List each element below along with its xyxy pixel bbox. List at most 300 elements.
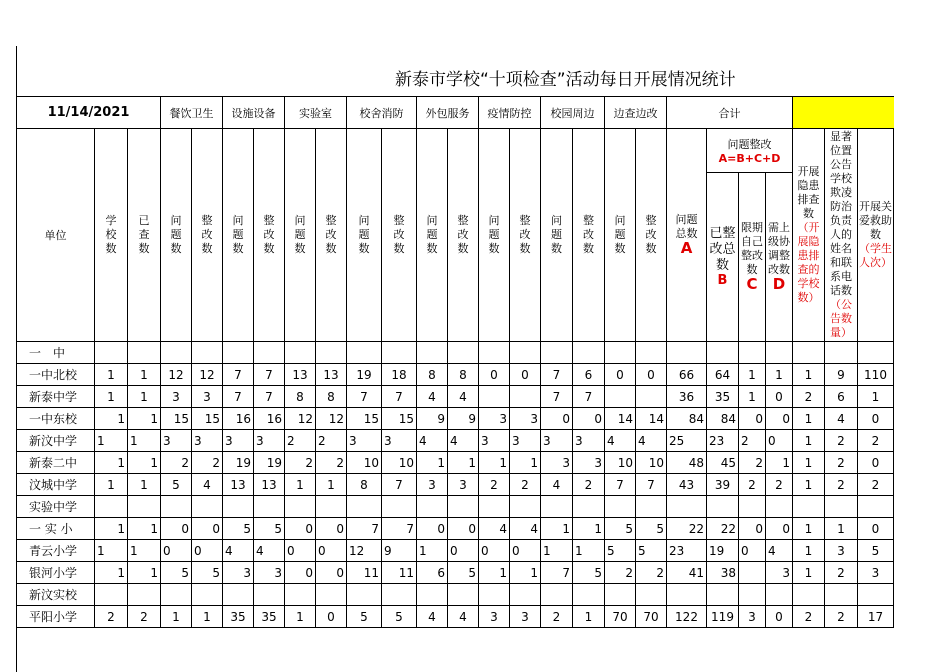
table-cell: 5 — [192, 562, 223, 584]
table-cell: 2 — [479, 474, 510, 496]
table-cell: 4 — [766, 540, 793, 562]
table-cell: 0 — [605, 364, 636, 386]
table-cell: 9 — [825, 364, 858, 386]
table-cell: 5 — [605, 518, 636, 540]
table-cell: 11 — [347, 562, 382, 584]
table-cell: 1 — [793, 518, 825, 540]
table-cell: 2 — [739, 474, 766, 496]
table-cell: 0 — [316, 540, 347, 562]
cat4-rectified-header: 整改数 — [448, 129, 479, 342]
table-cell: 19 — [254, 452, 285, 474]
table-cell: 16 — [254, 408, 285, 430]
table-row — [17, 452, 894, 474]
table-cell — [793, 342, 825, 364]
table-cell: 2 — [766, 474, 793, 496]
table-cell: 1 — [128, 408, 161, 430]
table-cell: 7 — [382, 474, 417, 496]
table-cell: 2 — [285, 452, 316, 474]
table-cell — [254, 342, 285, 364]
hazard-check-header: 开展隐患排查数（开展隐患排查的学校数） — [793, 129, 825, 342]
table-cell: 7 — [254, 364, 285, 386]
table-cell: 7 — [254, 386, 285, 408]
table-cell — [510, 496, 541, 518]
table-cell: 41 — [667, 562, 707, 584]
table-cell: 1 — [128, 474, 161, 496]
table-cell: 9 — [417, 408, 448, 430]
table-cell: 22 — [667, 518, 707, 540]
table-cell: 2 — [285, 430, 316, 452]
cat5-rectified-header: 整改数 — [510, 129, 541, 342]
table-cell: 0 — [161, 518, 192, 540]
table-cell: 8 — [285, 386, 316, 408]
table-cell: 2 — [825, 474, 858, 496]
table-cell: 4 — [541, 474, 573, 496]
cat6-problems-header: 问题数 — [541, 129, 573, 342]
table-cell: 3 — [541, 452, 573, 474]
table-cell: 70 — [605, 606, 636, 628]
table-cell: 5 — [161, 562, 192, 584]
unit-name: 新泰二中 — [17, 452, 95, 474]
table-cell: 1 — [479, 452, 510, 474]
table-cell: 19 — [707, 540, 739, 562]
table-cell — [605, 342, 636, 364]
table-cell: 6 — [825, 386, 858, 408]
table-cell: 1 — [95, 540, 128, 562]
cat5-problems-header: 问题数 — [479, 129, 510, 342]
table-cell: 13 — [254, 474, 285, 496]
unit-name: 一 中 — [17, 342, 95, 364]
table-cell: 0 — [858, 518, 894, 540]
table-cell: 4 — [254, 540, 285, 562]
table-cell: 2 — [316, 430, 347, 452]
table-cell: 5 — [382, 606, 417, 628]
table-cell: 1 — [161, 606, 192, 628]
table-cell: 3 — [347, 430, 382, 452]
unit-name: 青云小学 — [17, 540, 95, 562]
table-cell: 5 — [636, 518, 667, 540]
table-cell: 3 — [192, 430, 223, 452]
table-cell: 1 — [95, 386, 128, 408]
table-cell: 1 — [128, 452, 161, 474]
table-cell: 14 — [605, 408, 636, 430]
table-cell: 1 — [541, 540, 573, 562]
table-cell: 64 — [707, 364, 739, 386]
table-cell: 0 — [766, 518, 793, 540]
unit-name: 平阳小学 — [17, 606, 95, 628]
table-cell: 2 — [858, 474, 894, 496]
table-cell: 7 — [382, 518, 417, 540]
table-cell: 3 — [161, 386, 192, 408]
table-cell: 0 — [448, 518, 479, 540]
category-5: 疫情防控 — [479, 97, 541, 129]
table-cell: 2 — [825, 606, 858, 628]
table-cell: 1 — [573, 606, 605, 628]
table-cell: 3 — [479, 430, 510, 452]
table-cell — [667, 342, 707, 364]
table-cell: 110 — [858, 364, 894, 386]
table-cell: 2 — [825, 562, 858, 584]
table-cell: 2 — [316, 452, 347, 474]
table-row — [17, 386, 894, 408]
table-cell: 4 — [417, 386, 448, 408]
table-cell: 23 — [707, 430, 739, 452]
table-cell — [766, 496, 793, 518]
table-cell — [223, 584, 254, 606]
rect-upper-header: 需上级协调整改数 D — [766, 173, 793, 342]
checked-header: 已查数 — [128, 129, 161, 342]
table-cell: 1 — [95, 430, 128, 452]
table-cell: 0 — [285, 562, 316, 584]
table-cell: 2 — [510, 474, 541, 496]
table-cell: 84 — [667, 408, 707, 430]
table-cell — [479, 584, 510, 606]
table-cell — [636, 386, 667, 408]
table-cell — [858, 342, 894, 364]
table-cell: 2 — [793, 606, 825, 628]
table-cell: 0 — [858, 408, 894, 430]
table-cell: 35 — [223, 606, 254, 628]
table-cell: 36 — [667, 386, 707, 408]
table-cell: 7 — [541, 386, 573, 408]
table-cell: 1 — [128, 386, 161, 408]
table-cell: 22 — [707, 518, 739, 540]
stats-table — [16, 46, 894, 628]
table-cell: 6 — [417, 562, 448, 584]
table-cell — [448, 342, 479, 364]
table-cell: 7 — [636, 474, 667, 496]
table-cell: 12 — [316, 408, 347, 430]
table-cell: 0 — [448, 540, 479, 562]
table-cell: 1 — [739, 364, 766, 386]
category-1: 设施设备 — [223, 97, 285, 129]
table-cell: 1 — [285, 474, 316, 496]
unit-name: 一中北校 — [17, 364, 95, 386]
table-cell: 1 — [825, 518, 858, 540]
table-cell: 7 — [347, 386, 382, 408]
table-cell: 7 — [347, 518, 382, 540]
table-cell: 5 — [605, 540, 636, 562]
table-cell — [95, 496, 128, 518]
category-2: 实验室 — [285, 97, 347, 129]
table-cell — [825, 584, 858, 606]
table-cell — [825, 342, 858, 364]
schools-header: 学校数 — [95, 129, 128, 342]
table-cell — [636, 496, 667, 518]
table-cell: 0 — [316, 518, 347, 540]
table-cell: 12 — [285, 408, 316, 430]
rectification-group-header: 问题整改 A=B+C+D — [707, 129, 793, 173]
table-cell: 0 — [417, 518, 448, 540]
table-cell — [95, 584, 128, 606]
unit-name: 一中东校 — [17, 408, 95, 430]
table-cell — [793, 496, 825, 518]
table-cell — [448, 496, 479, 518]
table-cell: 3 — [766, 562, 793, 584]
table-cell — [417, 342, 448, 364]
table-cell: 4 — [479, 518, 510, 540]
table-cell — [192, 342, 223, 364]
table-cell — [605, 496, 636, 518]
table-cell: 15 — [161, 408, 192, 430]
table-cell — [161, 496, 192, 518]
table-cell — [739, 342, 766, 364]
table-cell: 1 — [95, 408, 128, 430]
table-cell: 14 — [636, 408, 667, 430]
table-cell — [707, 496, 739, 518]
table-cell — [316, 496, 347, 518]
table-cell: 5 — [573, 562, 605, 584]
table-cell — [382, 342, 417, 364]
cat3-rectified-header: 整改数 — [382, 129, 417, 342]
table-cell: 66 — [667, 364, 707, 386]
cat2-rectified-header: 整改数 — [316, 129, 347, 342]
notice-header: 显著位置公告学校欺凌防治负责人的姓名和联系电话数（公告数量） — [825, 129, 858, 342]
table-cell: 3 — [858, 562, 894, 584]
table-cell — [192, 496, 223, 518]
table-cell: 0 — [161, 540, 192, 562]
table-cell: 8 — [316, 386, 347, 408]
table-cell — [541, 584, 573, 606]
table-cell: 1 — [95, 562, 128, 584]
table-cell: 0 — [316, 606, 347, 628]
table-cell: 19 — [347, 364, 382, 386]
table-cell: 1 — [793, 452, 825, 474]
category-4: 外包服务 — [417, 97, 479, 129]
table-cell — [667, 584, 707, 606]
report-date: 11/14/2021 — [17, 97, 161, 129]
table-cell: 1 — [510, 452, 541, 474]
table-cell: 0 — [766, 606, 793, 628]
table-row — [17, 518, 894, 540]
table-cell — [161, 584, 192, 606]
table-cell: 43 — [667, 474, 707, 496]
table-cell: 4 — [448, 430, 479, 452]
table-cell: 0 — [739, 408, 766, 430]
table-cell: 1 — [417, 452, 448, 474]
table-cell: 15 — [382, 408, 417, 430]
table-cell: 0 — [858, 452, 894, 474]
table-cell: 16 — [223, 408, 254, 430]
table-cell: 0 — [739, 518, 766, 540]
table-cell — [541, 496, 573, 518]
total-problems-header: 问题总数 A — [667, 129, 707, 342]
table-cell — [667, 496, 707, 518]
table-cell — [285, 342, 316, 364]
table-cell: 8 — [347, 474, 382, 496]
table-cell: 0 — [766, 408, 793, 430]
table-cell — [510, 342, 541, 364]
table-cell: 1 — [95, 518, 128, 540]
table-cell: 4 — [417, 606, 448, 628]
table-cell: 0 — [192, 540, 223, 562]
table-cell — [95, 342, 128, 364]
table-row — [17, 562, 894, 584]
cat4-problems-header: 问题数 — [417, 129, 448, 342]
table-cell: 3 — [254, 562, 285, 584]
category-0: 餐饮卫生 — [161, 97, 223, 129]
table-cell: 5 — [347, 606, 382, 628]
page-title: 新泰市学校“十项检查”活动每日开展情况统计 — [17, 46, 894, 97]
table-cell: 4 — [825, 408, 858, 430]
table-cell: 38 — [707, 562, 739, 584]
table-cell: 1 — [573, 518, 605, 540]
table-row — [17, 430, 894, 452]
table-cell: 8 — [448, 364, 479, 386]
table-cell: 1 — [479, 562, 510, 584]
table-cell — [161, 342, 192, 364]
table-cell: 3 — [739, 606, 766, 628]
table-cell: 3 — [825, 540, 858, 562]
table-cell: 3 — [161, 430, 192, 452]
table-cell: 1 — [510, 562, 541, 584]
table-cell: 2 — [541, 606, 573, 628]
table-cell: 23 — [667, 540, 707, 562]
table-cell: 1 — [417, 540, 448, 562]
table-cell — [573, 342, 605, 364]
table-cell — [285, 496, 316, 518]
table-cell — [605, 584, 636, 606]
table-cell — [707, 584, 739, 606]
table-cell: 0 — [573, 408, 605, 430]
table-cell: 2 — [825, 430, 858, 452]
table-cell: 1 — [766, 452, 793, 474]
table-cell — [448, 584, 479, 606]
table-cell: 3 — [573, 430, 605, 452]
table-cell: 1 — [95, 474, 128, 496]
unit-name: 新泰中学 — [17, 386, 95, 408]
table-cell: 0 — [510, 540, 541, 562]
table-cell: 3 — [223, 562, 254, 584]
table-cell — [223, 496, 254, 518]
table-cell — [128, 496, 161, 518]
cat2-problems-header: 问题数 — [285, 129, 316, 342]
table-cell: 3 — [254, 430, 285, 452]
table-cell: 3 — [573, 452, 605, 474]
table-cell: 2 — [793, 386, 825, 408]
table-cell: 7 — [223, 386, 254, 408]
table-cell: 2 — [739, 430, 766, 452]
table-cell: 1 — [192, 606, 223, 628]
cat0-rectified-header: 整改数 — [192, 129, 223, 342]
table-cell: 1 — [541, 518, 573, 540]
table-cell: 70 — [636, 606, 667, 628]
table-row — [17, 364, 894, 386]
table-cell: 1 — [573, 540, 605, 562]
table-cell — [347, 584, 382, 606]
table-cell: 1 — [766, 364, 793, 386]
table-cell: 12 — [192, 364, 223, 386]
table-cell — [316, 584, 347, 606]
table-cell: 1 — [793, 408, 825, 430]
table-cell: 6 — [573, 364, 605, 386]
total-label: 合计 — [667, 97, 793, 129]
table-cell: 10 — [636, 452, 667, 474]
table-cell: 35 — [254, 606, 285, 628]
table-cell — [192, 584, 223, 606]
table-cell — [605, 386, 636, 408]
table-cell: 1 — [128, 364, 161, 386]
table-cell: 11 — [382, 562, 417, 584]
table-cell — [479, 496, 510, 518]
table-cell: 48 — [667, 452, 707, 474]
table-cell — [417, 496, 448, 518]
table-cell — [254, 584, 285, 606]
table-cell: 2 — [573, 474, 605, 496]
table-cell: 2 — [605, 562, 636, 584]
table-cell: 1 — [793, 430, 825, 452]
table-cell: 0 — [285, 540, 316, 562]
table-cell: 3 — [510, 606, 541, 628]
table-cell — [382, 496, 417, 518]
table-row — [17, 342, 894, 364]
table-cell — [766, 584, 793, 606]
table-cell: 0 — [316, 562, 347, 584]
table-cell: 0 — [192, 518, 223, 540]
table-cell: 15 — [192, 408, 223, 430]
table-cell: 4 — [417, 430, 448, 452]
table-cell: 5 — [254, 518, 285, 540]
table-cell: 0 — [739, 540, 766, 562]
cat3-problems-header: 问题数 — [347, 129, 382, 342]
rect-done-header: 已整改总数B — [707, 173, 739, 342]
table-cell: 1 — [793, 540, 825, 562]
table-cell: 1 — [285, 606, 316, 628]
table-cell: 7 — [541, 364, 573, 386]
table-cell — [858, 496, 894, 518]
table-cell: 2 — [825, 452, 858, 474]
table-cell: 3 — [223, 430, 254, 452]
table-cell: 2 — [192, 452, 223, 474]
table-cell — [739, 562, 766, 584]
table-cell: 4 — [448, 606, 479, 628]
table-cell: 12 — [347, 540, 382, 562]
table-cell: 15 — [347, 408, 382, 430]
table-cell: 5 — [161, 474, 192, 496]
table-cell — [573, 496, 605, 518]
table-cell — [825, 496, 858, 518]
table-cell: 0 — [766, 386, 793, 408]
table-row — [17, 408, 894, 430]
table-cell — [793, 584, 825, 606]
table-cell: 1 — [128, 562, 161, 584]
table-cell: 1 — [739, 386, 766, 408]
table-cell: 0 — [285, 518, 316, 540]
table-cell: 0 — [479, 540, 510, 562]
table-cell — [510, 386, 541, 408]
rect-self-header: 限期自己整改数C — [739, 173, 766, 342]
yellow-highlight-cell — [793, 97, 894, 129]
unit-name: 实验中学 — [17, 496, 95, 518]
table-cell: 0 — [510, 364, 541, 386]
table-cell: 3 — [479, 606, 510, 628]
table-cell: 1 — [316, 474, 347, 496]
table-cell: 119 — [707, 606, 739, 628]
table-cell: 18 — [382, 364, 417, 386]
table-cell: 3 — [541, 430, 573, 452]
table-cell: 7 — [382, 386, 417, 408]
table-cell: 5 — [223, 518, 254, 540]
table-row — [17, 584, 894, 606]
table-cell: 4 — [192, 474, 223, 496]
table-cell: 45 — [707, 452, 739, 474]
table-cell: 4 — [636, 430, 667, 452]
table-cell — [707, 342, 739, 364]
table-cell: 13 — [285, 364, 316, 386]
table-cell — [223, 342, 254, 364]
table-cell — [636, 584, 667, 606]
table-cell: 1 — [793, 474, 825, 496]
table-cell: 13 — [316, 364, 347, 386]
